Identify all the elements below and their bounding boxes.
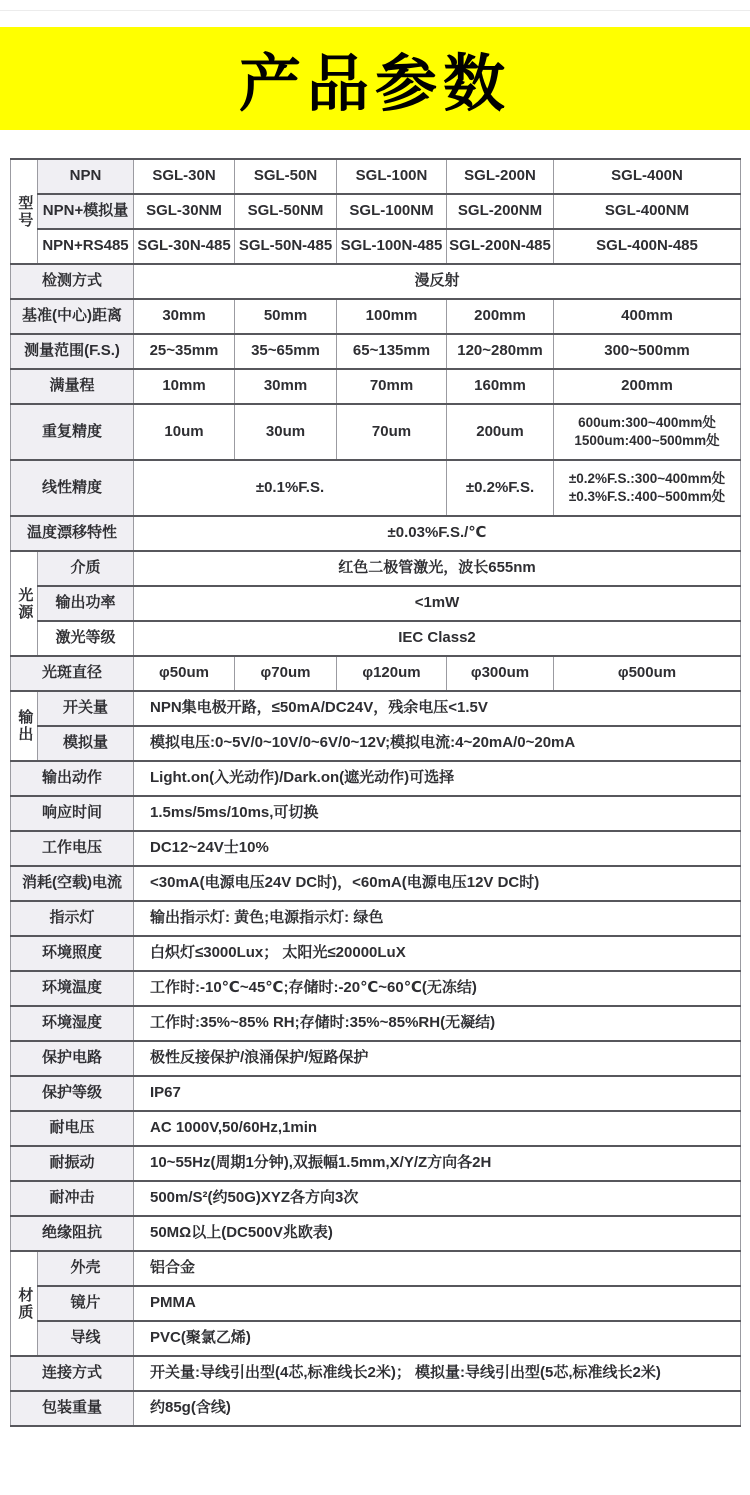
spec-value: Light.on(入光动作)/Dark.on(遮光动作)可选择 [134,761,741,796]
linearity-label: 线性精度 [11,460,134,516]
model-npn-label: NPN [38,159,134,194]
spec-value: 50MΩ以上(DC500V兆欧表) [134,1216,741,1251]
full-scale-label: 满量程 [11,369,134,404]
spec-value: 极性反接保护/浪涌保护/短路保护 [134,1041,741,1076]
table-row [11,1146,741,1181]
table-row [11,1216,741,1251]
base-distance-label: 基准(中心)距离 [11,299,134,334]
spec-cell: φ500um [554,656,741,691]
spec-cell: 35~65mm [235,334,337,369]
spec-label: 环境照度 [11,936,134,971]
linearity-value-a: ±0.1%F.S. [134,460,447,516]
table-row [11,1286,741,1321]
range-label: 测量范围(F.S.) [11,334,134,369]
table-row [11,1111,741,1146]
light-source-group-label: 光源 [11,551,38,656]
table-row [11,1181,741,1216]
model-npn-analog-label: NPN+模拟量 [38,194,134,229]
repeatability-400-cell [554,404,741,460]
spec-cell: φ300um [447,656,554,691]
table-row [11,1251,741,1286]
spot-diameter-label: 光斑直径 [11,656,134,691]
spec-label: 环境温度 [11,971,134,1006]
medium-label: 介质 [38,551,134,586]
repeatability-label: 重复精度 [11,404,134,460]
spec-cell: 10mm [134,369,235,404]
table-row [11,586,741,621]
wire-value: PVC(聚氯乙烯) [134,1321,741,1356]
table-row [11,1076,741,1111]
spec-cell: 120~280mm [447,334,554,369]
spec-value: 500m/S²(约50G)XYZ各方向3次 [134,1181,741,1216]
spec-cell: 200um [447,404,554,460]
output-power-label: 输出功率 [38,586,134,621]
model-cell: SGL-50N [235,159,337,194]
spec-value: 工作时:-10℃~45℃;存储时:-20℃~60℃(无冻结) [134,971,741,1006]
table-row [11,369,741,404]
table-row [11,229,741,264]
spec-label: 保护电路 [11,1041,134,1076]
model-cell: SGL-30N-485 [134,229,235,264]
spec-value: AC 1000V,50/60Hz,1min [134,1111,741,1146]
model-cell: SGL-100NM [337,194,447,229]
table-row [11,796,741,831]
spec-value: 10~55Hz(周期1分钟),双振幅1.5mm,X/Y/Z方向各2H [134,1146,741,1181]
table-row [11,656,741,691]
model-cell: SGL-50N-485 [235,229,337,264]
spec-label: 绝缘阻抗 [11,1216,134,1251]
lens-label: 镜片 [38,1286,134,1321]
table-row [11,1321,741,1356]
table-row [11,516,741,551]
spec-line: 600um:300~400mm处 [578,414,716,430]
spec-value: 1.5ms/5ms/10ms,可切换 [134,796,741,831]
spec-cell: 160mm [447,369,554,404]
spec-label: 工作电压 [11,831,134,866]
analog-output-value: 模拟电压:0~5V/0~10V/0~6V/0~12V;模拟电流:4~20mA/0~20mA [134,726,741,761]
model-cell: SGL-200NM [447,194,554,229]
spec-cell: 65~135mm [337,334,447,369]
section-header [0,27,750,130]
table-row [11,1391,741,1426]
laser-class-value: IEC Class2 [134,621,741,656]
model-cell: SGL-400N [554,159,741,194]
spec-label: 耐冲击 [11,1181,134,1216]
detection-label: 检测方式 [11,264,134,299]
spec-cell: 70mm [337,369,447,404]
model-cell: SGL-200N-485 [447,229,554,264]
model-cell: SGL-100N-485 [337,229,447,264]
shell-value: 铝合金 [134,1251,741,1286]
spec-cell: 200mm [447,299,554,334]
product-spec-table [10,158,741,1427]
spec-label: 消耗(空载)电流 [11,866,134,901]
spec-line: 1500um:400~500mm处 [574,433,720,448]
model-rs485-label: NPN+RS485 [38,229,134,264]
table-row [11,460,741,516]
spec-value: <30mA(电源电压24V DC时)，<60mA(电源电压12V DC时) [134,866,741,901]
table-row [11,936,741,971]
model-cell: SGL-400N-485 [554,229,741,264]
table-row [11,159,741,194]
table-row [11,726,741,761]
shell-label: 外壳 [38,1251,134,1286]
table-row [11,691,741,726]
spec-cell: 70um [337,404,447,460]
table-row [11,866,741,901]
connection-label: 连接方式 [11,1356,134,1391]
medium-value: 红色二极管激光，波长655nm [134,551,741,586]
spec-cell: 30mm [134,299,235,334]
table-row [11,551,741,586]
spec-label: 输出动作 [11,761,134,796]
model-cell: SGL-100N [337,159,447,194]
table-row [11,299,741,334]
temp-drift-value: ±0.03%F.S./℃ [134,516,741,551]
temp-drift-label: 温度漂移特性 [11,516,134,551]
model-cell: SGL-30N [134,159,235,194]
laser-class-label: 激光等级 [38,621,134,656]
table-row [11,404,741,460]
table-row [11,194,741,229]
weight-label: 包装重量 [11,1391,134,1426]
table-row [11,831,741,866]
spec-cell: 200mm [554,369,741,404]
spec-cell: φ70um [235,656,337,691]
detection-value: 漫反射 [134,264,741,299]
table-row [11,621,741,656]
table-row [11,761,741,796]
spec-label: 环境湿度 [11,1006,134,1041]
spec-label: 指示灯 [11,901,134,936]
spec-value: DC12~24V士10% [134,831,741,866]
spec-cell: 10um [134,404,235,460]
spec-cell: 400mm [554,299,741,334]
spec-cell: 30um [235,404,337,460]
spec-label: 耐振动 [11,1146,134,1181]
lens-value: PMMA [134,1286,741,1321]
spec-value: 输出指示灯: 黄色;电源指示灯: 绿色 [134,901,741,936]
analog-output-label: 模拟量 [38,726,134,761]
page-title: 产品参数 [238,50,511,119]
spec-cell: 25~35mm [134,334,235,369]
spec-cell: 300~500mm [554,334,741,369]
connection-value: 开关量:导线引出型(4芯,标准线长2米)； 模拟量:导线引出型(5芯,标准线长2米) [134,1356,741,1391]
table-row [11,971,741,1006]
table-row [11,334,741,369]
spec-value: IP67 [134,1076,741,1111]
spec-label: 耐电压 [11,1111,134,1146]
table-row [11,901,741,936]
spec-line: ±0.2%F.S.:300~400mm处 [568,470,726,486]
wire-label: 导线 [38,1321,134,1356]
table-row [11,1356,741,1391]
spec-cell: 100mm [337,299,447,334]
table-row [11,264,741,299]
material-group-label: 材质 [11,1251,38,1356]
output-group-label: 输出 [11,691,38,761]
spec-cell: 50mm [235,299,337,334]
page-divider [0,10,750,11]
model-cell: SGL-200N [447,159,554,194]
spec-value: 白炽灯≤3000Lux； 太阳光≤20000LuX [134,936,741,971]
weight-value: 约85g(含线) [134,1391,741,1426]
linearity-400-cell [554,460,741,516]
spec-cell: φ50um [134,656,235,691]
spec-label: 保护等级 [11,1076,134,1111]
spec-value: 工作时:35%~85% RH;存储时:35%~85%RH(无凝结) [134,1006,741,1041]
spec-line: ±0.3%F.S.:400~500mm处 [568,489,726,504]
table-row [11,1006,741,1041]
table-row [11,1041,741,1076]
linearity-value-b: ±0.2%F.S. [447,460,554,516]
spec-label: 响应时间 [11,796,134,831]
model-cell: SGL-30NM [134,194,235,229]
model-cell: SGL-50NM [235,194,337,229]
spec-cell: 30mm [235,369,337,404]
model-cell: SGL-400NM [554,194,741,229]
switching-output-value: NPN集电极开路，≤50mA/DC24V，残余电压<1.5V [134,691,741,726]
output-power-value: <1mW [134,586,741,621]
spec-cell: φ120um [337,656,447,691]
switching-output-label: 开关量 [38,691,134,726]
model-group-label: 型号 [11,159,38,264]
